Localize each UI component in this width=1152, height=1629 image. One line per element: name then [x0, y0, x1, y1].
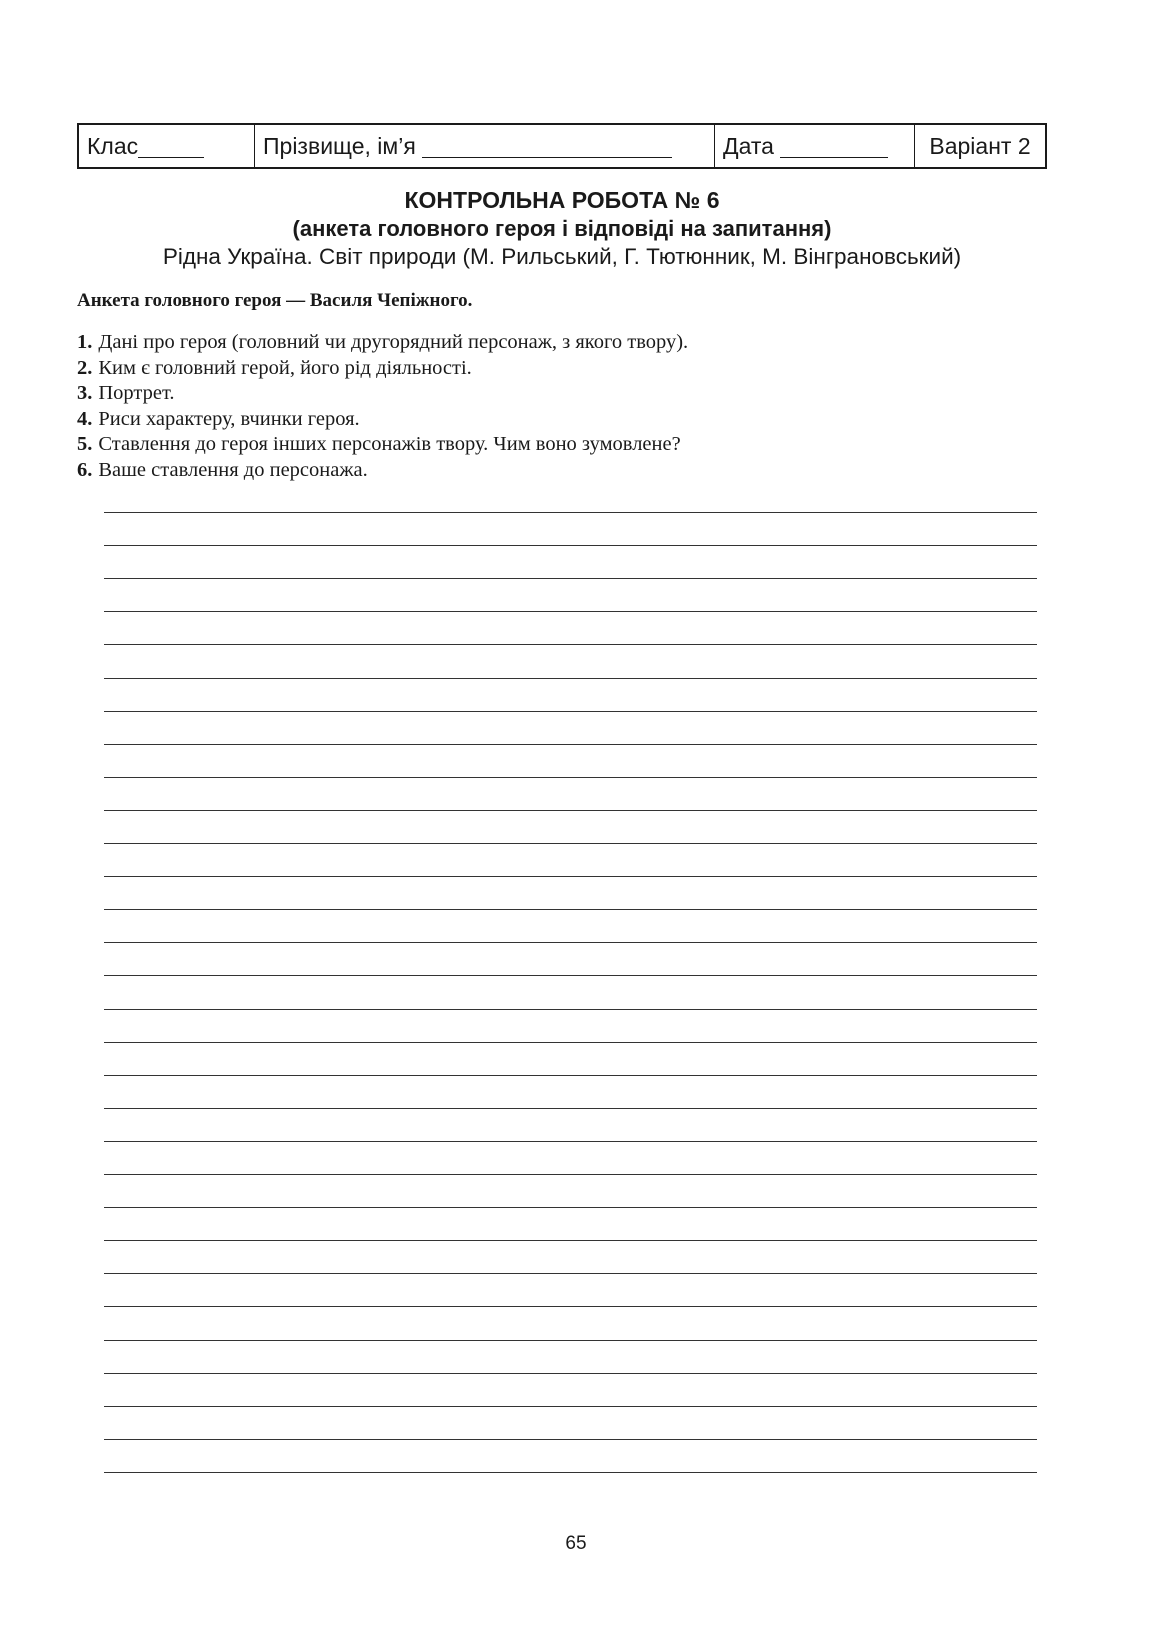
- question-text: Ким є головний герой, його рід діяльності.: [98, 356, 472, 379]
- class-blank[interactable]: [138, 135, 204, 158]
- answer-line[interactable]: [104, 942, 1037, 943]
- answer-line[interactable]: [104, 1207, 1037, 1208]
- answer-line[interactable]: [104, 1009, 1037, 1010]
- answer-line[interactable]: [104, 810, 1037, 811]
- question-item: [77, 381, 688, 407]
- section-heading: Анкета головного героя — Василя Чепіжного.: [77, 290, 473, 311]
- answer-line[interactable]: [104, 1174, 1037, 1175]
- answer-line[interactable]: [104, 1373, 1037, 1374]
- question-item: [77, 407, 688, 433]
- answer-line[interactable]: [104, 843, 1037, 844]
- answer-line[interactable]: [104, 512, 1037, 513]
- header-table: [77, 123, 1047, 169]
- question-number: 2.: [77, 356, 93, 379]
- name-label: Прізвище, ім’я: [263, 132, 416, 159]
- answer-line[interactable]: [104, 711, 1037, 712]
- question-number: 6.: [77, 458, 93, 481]
- answer-line[interactable]: [104, 1340, 1037, 1341]
- answer-line[interactable]: [104, 744, 1037, 745]
- answer-line[interactable]: [104, 611, 1037, 612]
- answer-line[interactable]: [104, 1406, 1037, 1407]
- date-label: Дата: [723, 132, 774, 159]
- answer-line[interactable]: [104, 1439, 1037, 1440]
- date-cell: [715, 125, 915, 167]
- topic-line: Рідна Україна. Світ природи (М. Рильський, Г. Тютюнник, М. Вінграновський): [162, 244, 962, 269]
- answer-line[interactable]: [104, 777, 1037, 778]
- answer-line[interactable]: [104, 1108, 1037, 1109]
- questions-list: [77, 330, 688, 483]
- date-blank[interactable]: [780, 135, 888, 158]
- question-item: [77, 330, 688, 356]
- question-text: Ставлення до героя інших персонажів твору. Чим воно зумовлене?: [98, 433, 681, 455]
- answer-lines-area[interactable]: [104, 478, 1037, 1478]
- class-label: Клас: [87, 132, 139, 159]
- question-text: Риси характеру, вчинки героя.: [98, 407, 360, 430]
- name-cell: [255, 125, 715, 167]
- question-number: 5.: [77, 433, 93, 455]
- answer-line[interactable]: [104, 1042, 1037, 1043]
- answer-line[interactable]: [104, 876, 1037, 877]
- question-item: [77, 432, 688, 458]
- answer-line[interactable]: [104, 975, 1037, 976]
- answer-line[interactable]: [104, 1472, 1037, 1473]
- question-number: 3.: [77, 382, 93, 404]
- answer-line[interactable]: [104, 909, 1037, 910]
- answer-line[interactable]: [104, 678, 1037, 679]
- answer-line[interactable]: [104, 1240, 1037, 1241]
- page-number: 65: [565, 1533, 587, 1554]
- question-item: [77, 356, 688, 382]
- answer-line[interactable]: [104, 578, 1037, 579]
- question-number: 1.: [77, 331, 93, 353]
- question-text: Портрет.: [98, 382, 175, 404]
- question-text: Ваше ставлення до персонажа.: [98, 458, 368, 481]
- answer-line[interactable]: [104, 1306, 1037, 1307]
- answer-line[interactable]: [104, 1273, 1037, 1274]
- question-number: 4.: [77, 407, 93, 430]
- question-text: Дані про героя (головний чи другорядний персонаж, з якого твору).: [98, 331, 689, 353]
- answer-line[interactable]: [104, 1141, 1037, 1142]
- page-subtitle: (анкета головного героя і відповіді на запитання): [292, 216, 832, 241]
- answer-line[interactable]: [104, 1075, 1037, 1076]
- page-title: КОНТРОЛЬНА РОБОТА № 6: [404, 187, 720, 213]
- variant-cell: [915, 125, 1045, 167]
- name-blank[interactable]: [422, 135, 672, 158]
- answer-line[interactable]: [104, 644, 1037, 645]
- variant-label: Варіант 2: [929, 132, 1031, 159]
- class-cell: [79, 125, 255, 167]
- answer-line[interactable]: [104, 545, 1037, 546]
